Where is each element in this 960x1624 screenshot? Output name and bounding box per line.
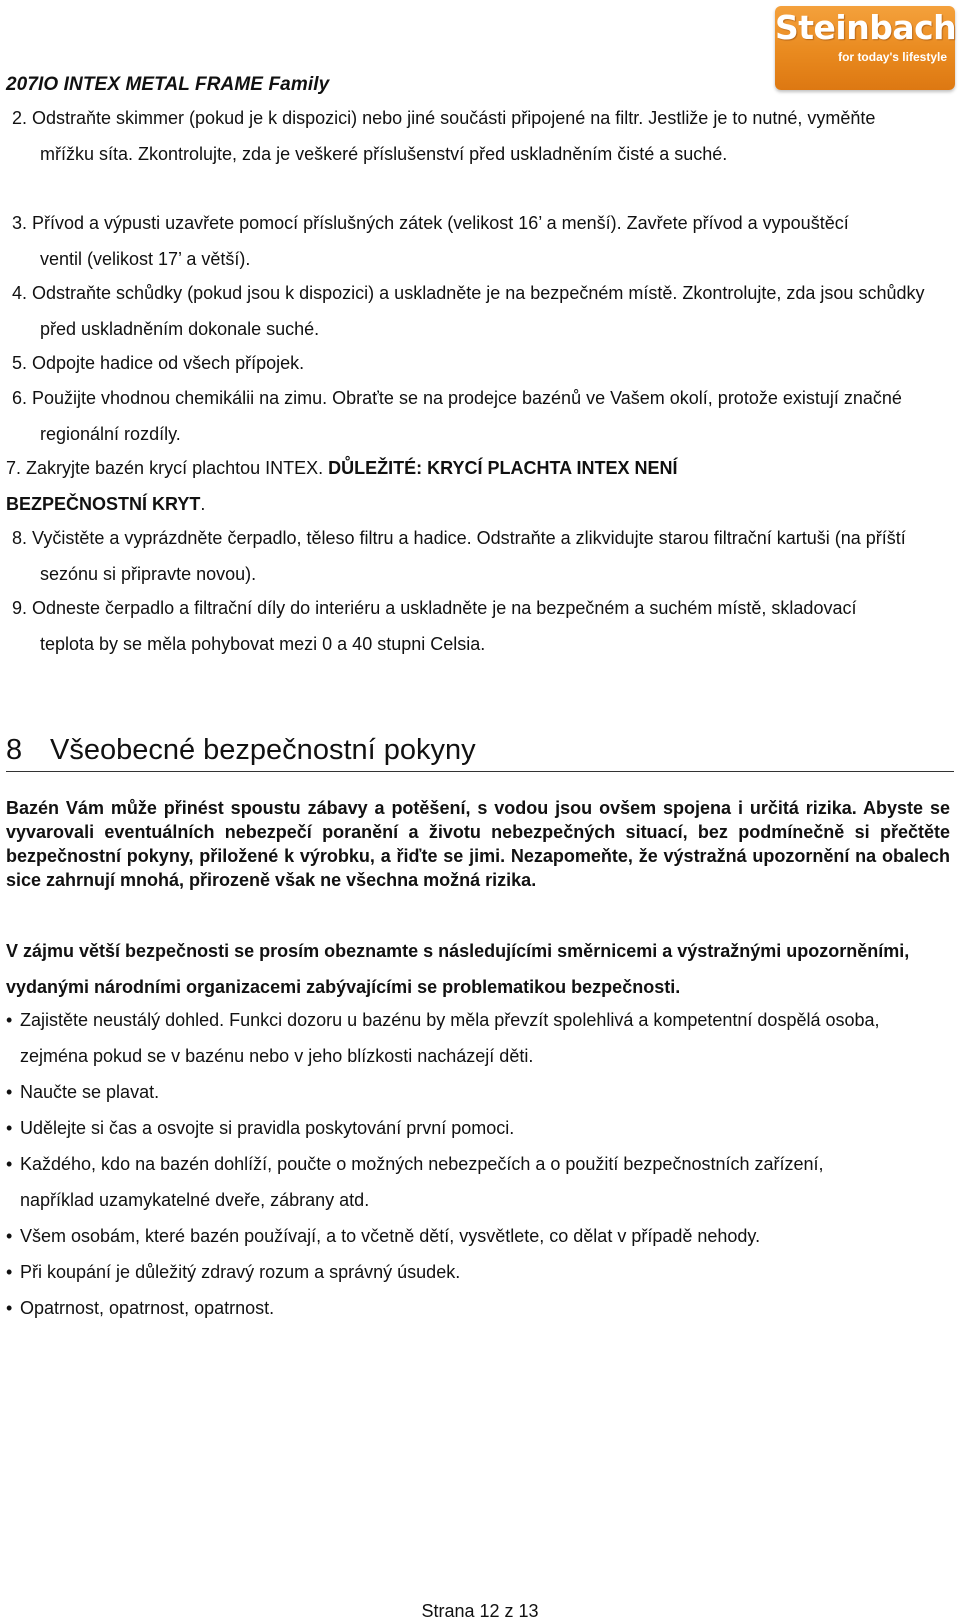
safety-bullets <box>6 1002 950 1326</box>
bullet-dot: • <box>6 1010 13 1030</box>
safety-intro: Bazén Vám může přinést spoustu zábavy a potěšení, s vodou jsou ovšem spojena i určitá rizika. Abyste se vyvarovali eventuálních nebezpečí poranění a životu nebezpečných situací, bez podmínečně si přečtěte bezpečnostní pokyny, přiložené k výrobku, a řiďte se jimi. Nezapomeňte, že výstražná upozornění na obalech sice zahrnují mnohá, přirozeně však ne všechna možná rizika. <box>6 798 950 890</box>
page-header <box>0 0 960 96</box>
page-number: Strana 12 z 13 <box>421 1601 539 1621</box>
logo-tagline: for today's lifestyle <box>838 50 947 64</box>
steinbach-logo <box>775 6 955 90</box>
logo-name: Steinbach <box>775 8 957 47</box>
step-9 <box>6 590 910 662</box>
bullet-text: Naučte se plavat. <box>20 1082 160 1102</box>
step-6-text: 6. Použijte vhodnou chemikálii na zimu. Obraťte se na prodejce bazénů ve Vašem okolí, protože existují značné regionální rozdíly. <box>12 388 902 444</box>
step-5-text: 5. Odpojte hadice od všech přípojek. <box>12 353 305 373</box>
bullet-dot: • <box>6 1118 13 1138</box>
step-2-text: 2. Odstraňte skimmer (pokud je k dispozici) nebo jiné součásti připojené na filtr. Jestliže je to nutné, vyměňte mřížku síta. Zkontrolujte, zda je veškeré příslušenství před uskladněním čisté a suché. <box>12 108 876 164</box>
step-3 <box>6 205 880 277</box>
safety-lead: V zájmu větší bezpečnosti se prosím obeznamte s následujícími směrnicemi a výstražnými upozorněními, vydanými národními organizacemi zabývajícími se problematikou bezpečnosti. <box>6 941 910 997</box>
step-7-warning: DŮLEŽITÉ: KRYCÍ PLACHTA INTEX NENÍ BEZPEČNOSTNÍ KRYT <box>6 458 678 514</box>
step-7-end: . <box>200 494 206 514</box>
step-4-text: 4. Odstraňte schůdky (pokud jsou k dispozici) a uskladněte je na bezpečném místě. Zkontrolujte, zda jsou schůdky před uskladněním dokonale suché. <box>12 283 925 339</box>
bullet-dot: • <box>6 1154 13 1174</box>
step-7 <box>6 450 796 522</box>
bullet-text: Zajistěte neustálý dohled. Funkci dozoru u bazénu by měla převzít spolehlivá a kompetentní dospělá osoba, zejména pokud se v bazénu nebo v jeho blízkosti nacházejí děti. <box>20 1010 880 1066</box>
section-title-text: Všeobecné bezpečnostní pokyny <box>50 734 476 766</box>
step-5 <box>6 345 930 381</box>
document-title: 207IO INTEX METAL FRAME Family <box>6 74 330 95</box>
step-4 <box>6 275 930 347</box>
bullet-item <box>6 1290 950 1326</box>
step-8-text: 8. Vyčistěte a vyprázdněte čerpadlo, těleso filtru a hadice. Odstraňte a zlikvidujte starou filtrační kartuši (na příští sezónu si připravte novou). <box>12 528 906 584</box>
step-6 <box>6 380 930 452</box>
bullet-item <box>6 1254 950 1290</box>
bullet-item <box>6 1218 950 1254</box>
section-number: 8 <box>6 734 23 766</box>
step-8 <box>6 520 930 592</box>
bullet-dot: • <box>6 1226 13 1246</box>
step-2 <box>6 100 880 172</box>
bullet-item <box>6 1002 880 1074</box>
bullet-text: Při koupání je důležitý zdravý rozum a správný úsudek. <box>20 1262 461 1282</box>
step-3-text: 3. Přívod a výpusti uzavřete pomocí příslušných zátek (velikost 16’ a menší). Zavřete přívod a vypouštěcí ventil (velikost 17’ a větší). <box>12 213 849 269</box>
bullet-dot: • <box>6 1262 13 1282</box>
bullet-text: Všem osobám, které bazén používají, a to včetně dětí, vysvětlete, co dělat v případě nehody. <box>20 1226 761 1246</box>
bullet-text: Každého, kdo na bazén dohlíží, poučte o možných nebezpečích a o použití bezpečnostních zařízení, například uzamykatelné dveře, zábrany atd. <box>20 1154 824 1210</box>
bullet-text: Udělejte si čas a osvojte si pravidla poskytování první pomoci. <box>20 1118 515 1138</box>
bullet-text: Opatrnost, opatrnost, opatrnost. <box>20 1298 275 1318</box>
bullet-item <box>6 1110 950 1146</box>
bullet-dot: • <box>6 1082 13 1102</box>
step-7-text: 7. Zakryjte bazén krycí plachtou INTEX. <box>6 458 329 478</box>
bullet-dot: • <box>6 1298 13 1318</box>
bullet-item <box>6 1074 950 1110</box>
step-9-text: 9. Odneste čerpadlo a filtrační díly do interiéru a uskladněte je na bezpečném a suchém místě, skladovací teplota by se měla pohybovat mezi 0 a 40 stupni Celsia. <box>12 598 857 654</box>
section-heading <box>6 734 954 772</box>
bullet-item <box>6 1146 880 1218</box>
